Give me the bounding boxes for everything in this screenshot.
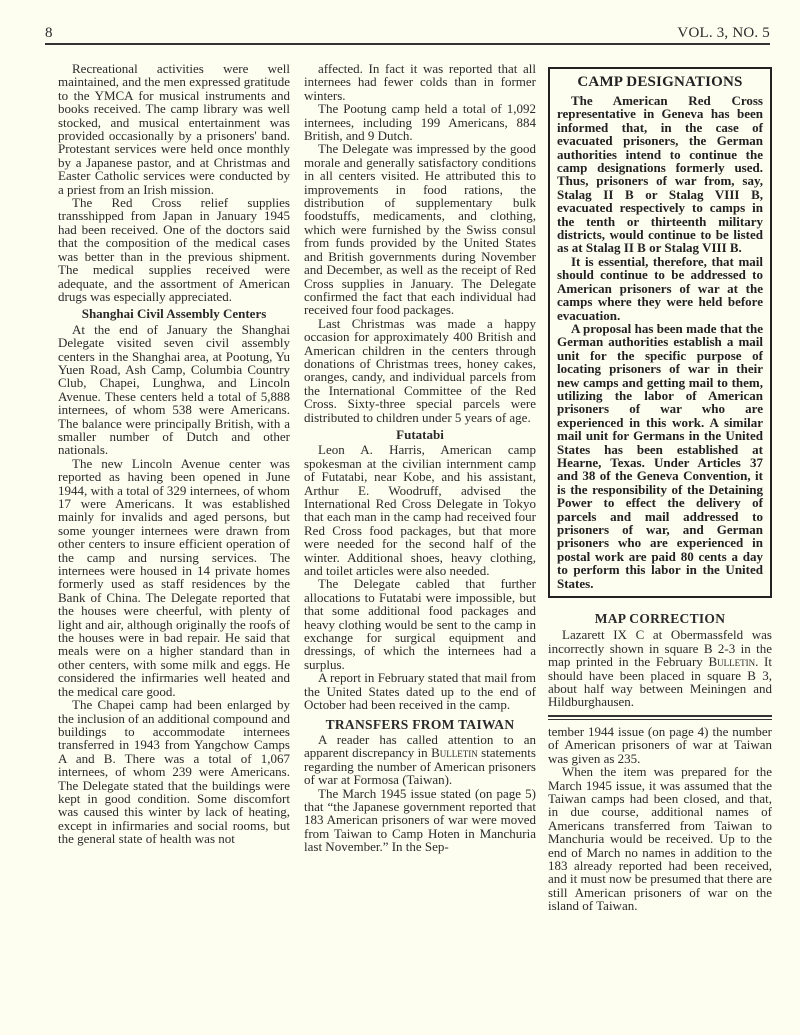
paragraph: The Delegate cabled that further allocations to Futatabi were impossible, but that some additional food packages and heavy clothing would be sent to the camp in exchange for surgical equipment and dressings, of which the internees had a surplus. [304, 576, 536, 672]
paragraph: The Delegate was impressed by the good morale and generally satisfactory conditions in all centers visited. He attributed this to improvements in food rations, the distribution of supplementary bulk foodstuffs, medicaments, and clothing, which were furnished by the Swiss consul from funds provided by the United States and British governments during November and December, as well as the receipt of Red Cross supplies in January. The Delegate confirmed the fact that each individual had received four food packages. [304, 141, 536, 318]
page-header [45, 21, 770, 45]
heading-transfers-from-taiwan: TRANSFERS FROM TAIWAN [325, 716, 515, 732]
paragraph: The Chapei camp had been enlarged by the inclusion of an additional compound and buildings to accommodate internees transferred in 1943 from Yangchow Camps A and B. There was a total of 1,067 internees, of whom 239 were Americans. The Delegate stated that the buildings were kept in good condition. Some discomfort was caused this winter by lack of heating, except in infirmaries and social rooms, but the general state of health was not [58, 697, 290, 847]
box-title: CAMP DESIGNATIONS [577, 74, 743, 90]
paragraph: At the end of January the Shanghai Delegate visited seven civil assembly centers in the Shanghai area, at Pootung, Yu Yuen Road, Ash Camp, Columbia Country Club, Chapei, Lunghwa, and Lincoln Avenue. These centers held a total of 5,888 internees, of whom 538 were Americans. The balance were principally British, with a smaller number of Dutch and other nationals. [58, 321, 290, 458]
text: Lazarett IX C at Obermassfeld was incorrectly shown in square B 2-3 in the map printed in the February [548, 627, 772, 670]
map-correction-title: MAP CORRECTION [594, 611, 726, 627]
subheading-shanghai: Shanghai Civil Assembly Centers [81, 306, 267, 322]
paragraph: Leon A. Harris, American camp spokesman at the civilian internment camp of Futatabi, near Kobe, and his assistant, Arthur E. Woodruff, advised the International Red Cross Delegate in Tokyo that each man in the camp had received four Red Cross food packages, but that more were needed for the second half of the winter. Additional shoes, heavy clothing, and toilet articles were also needed. [304, 442, 536, 579]
paragraph: When the item was prepared for the March 1945 issue, it was assumed that the Taiwan camps had been closed, and that, in due course, additional names of Americans transferred from Taiwan to Manchuria would be received. Up to the end of March no names in addition to the 183 already reported had been received, and it must now be presumed that there are still American prisoners of war on the island of Taiwan. [548, 764, 772, 914]
paragraph: affected. In fact it was reported that all internees had fewer colds than in former winters. [304, 61, 536, 103]
bulletin-name: Bulletin [431, 745, 478, 761]
section-divider [548, 715, 772, 720]
subheading-futatabi: Futatabi [396, 426, 444, 442]
paragraph: tember 1944 issue (on page 4) the number of American prisoners of war at Taiwan was given as 235. [548, 723, 772, 766]
column-2 [304, 62, 536, 854]
paragraph: The Red Cross relief supplies transshipped from Japan in January 1945 had been received. One of the doctors said that the composition of the medical cases was better than in the previous shipment. The medical supplies received were adequate, and the assortment of American drugs was especially appreciated. [58, 195, 290, 304]
paragraph: Recreational activities were well maintained, and the men expressed gratitude to the YMCA for musical instruments and books received. The camp library was well stocked, and musical entertainment was provided occasionally by a prisoners' band. Protestant services were held once monthly by a Japanese pastor, and at Christmas and Easter Catholic services were conducted by a priest from an Irish mission. [58, 61, 290, 197]
camp-designations-box [548, 67, 772, 598]
paragraph: The new Lincoln Avenue center was reported as having been opened in June 1944, with a total of 329 internees, of whom 17 were Americans. It was established mainly for invalids and aged persons, but some younger internees were drawn from other centers to insure efficient operation of the camp and nursing services. The internees were housed in 14 private homes formerly used as staff residences by the Bank of China. The Delegate reported that the houses were cheerful, with plenty of light and air, although originally the roofs of the houses were in bad repair. He said that meals were on a higher standard than in other centers, with some milk and eggs. He considered the infirmaries well heated and the medical care good. [58, 455, 290, 699]
paragraph: The March 1945 issue stated (on page 5) that “the Japanese government reported that 183 American prisoners of war were moved from Taiwan to Camp Hoten in Manchuria last November.” In the Sep- [304, 785, 536, 855]
page-number: 8 [45, 25, 53, 41]
column-3 [548, 62, 772, 913]
bulletin-name: Bulletin [708, 654, 756, 670]
paragraph: Last Christmas was made a happy occasion for approximately 400 British and American children in the centers through donations of Christmas trees, honey cakes, oranges, candy, and individual parcels from the International Committee of the Red Cross. Sixty-three special parcels were distributed to children under 5 years of age. [304, 315, 536, 425]
taiwan-continued [548, 725, 772, 913]
map-correction [548, 612, 772, 709]
text: A reader has called attention to an apparent discrepancy in [304, 731, 536, 761]
paragraph: The American Red Cross representative in Geneva has been informed that, in the case of evacuated prisoners, the German authorities intend to continue the camp designations formerly used. Thus, prisoners of war from, say, Stalag II B or Stalag VIII B, evacuated respectively to camps in the tenth or thirteenth military districts, would continue to be listed as at Stalag II B or Stalag VIII B. [557, 93, 763, 256]
text: . It should have been placed in square B 3, about half way between Meiningen and Hildburghausen. [548, 654, 772, 710]
paragraph: It is essential, therefore, that mail should continue to be addressed to American prisoners of war at the camps where they were held before evacuation. [557, 253, 763, 323]
paragraph: The Pootung camp held a total of 1,092 internees, including 199 Americans, 884 British, and 9 Dutch. [304, 101, 536, 144]
volume-issue: VOL. 3, NO. 5 [677, 25, 770, 41]
column-1 [58, 62, 290, 846]
paragraph [548, 628, 772, 708]
paragraph: A report in February stated that mail from the United States dated up to the end of October had been received in the camp. [304, 670, 536, 713]
text: statements regarding the number of American prisoners of war at Formosa (Taiwan). [304, 745, 536, 788]
paragraph [304, 733, 536, 787]
paragraph: A proposal has been made that the German authorities establish a mail unit for the specific purpose of locating prisoners of war in their new camps and getting mail to them, utilizing the labor of American prisoners of war who are experienced in this work. A similar mail unit for Germans in the United States has been established at Hearne, Texas. Under Articles 37 and 38 of the Geneva Convention, it is the responsibility of the Detaining Power to effect the delivery of parcels and mail addressed to prisoners of war, and German prisoners who are experienced in postal work are paid 80 cents a day to perform this labor in the United States. [557, 320, 763, 591]
